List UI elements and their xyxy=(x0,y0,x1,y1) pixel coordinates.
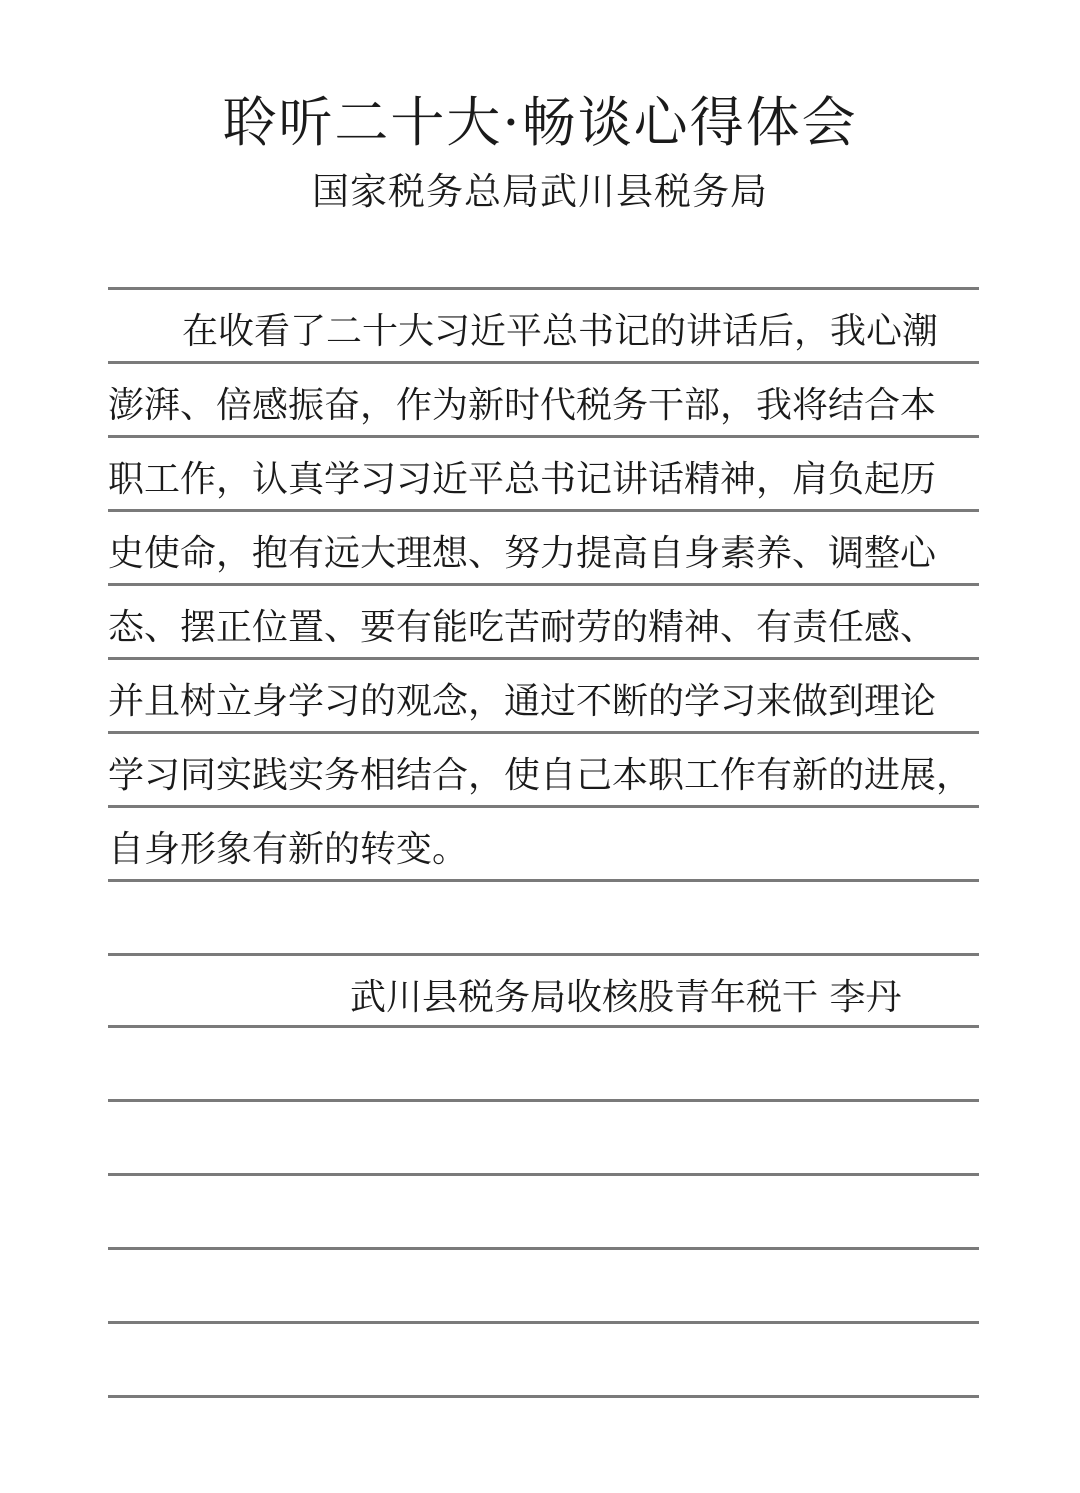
ruled-line xyxy=(108,1173,979,1176)
ruled-line xyxy=(108,509,979,512)
paragraph-line: 态、摆正位置、要有能吃苦耐劳的精神、有责任感、 xyxy=(108,607,937,648)
ruled-line xyxy=(108,953,979,956)
ruled-line xyxy=(108,583,979,586)
paragraph-line: 并且树立身学习的观念，通过不断的学习来做到理论 xyxy=(108,681,937,722)
ruled-line xyxy=(108,731,979,734)
paragraph-line: 在收看了二十大习近平总书记的讲话后，我心潮 xyxy=(182,311,939,352)
ruled-line xyxy=(108,1025,979,1028)
author-signature: 武川县税务局收核股青年税干 李丹 xyxy=(350,977,902,1018)
ruled-line xyxy=(108,879,979,882)
page-title: 聆听二十大·畅谈心得体会 xyxy=(222,91,858,154)
ruled-line xyxy=(108,1099,979,1102)
ruled-line xyxy=(108,805,979,808)
ruled-line xyxy=(108,361,979,364)
page-subtitle: 国家税务总局武川县税务局 xyxy=(312,170,768,213)
ruled-line xyxy=(108,287,979,290)
paragraph-line: 史使命，抱有远大理想、努力提高自身素养、调整心 xyxy=(108,533,937,574)
paragraph-line: 职工作，认真学习习近平总书记讲话精神，肩负起历 xyxy=(108,459,937,500)
ruled-line xyxy=(108,435,979,438)
ruled-line xyxy=(108,657,979,660)
paragraph-line: 澎湃、倍感振奋，作为新时代税务干部，我将结合本 xyxy=(108,385,937,426)
paragraph-line: 自身形象有新的转变。 xyxy=(108,829,469,870)
paragraph-line: 学习同实践实务相结合，使自己本职工作有新的进展， xyxy=(108,755,973,796)
ruled-line xyxy=(108,1247,979,1250)
ruled-line xyxy=(108,1321,979,1324)
ruled-line xyxy=(108,1395,979,1398)
